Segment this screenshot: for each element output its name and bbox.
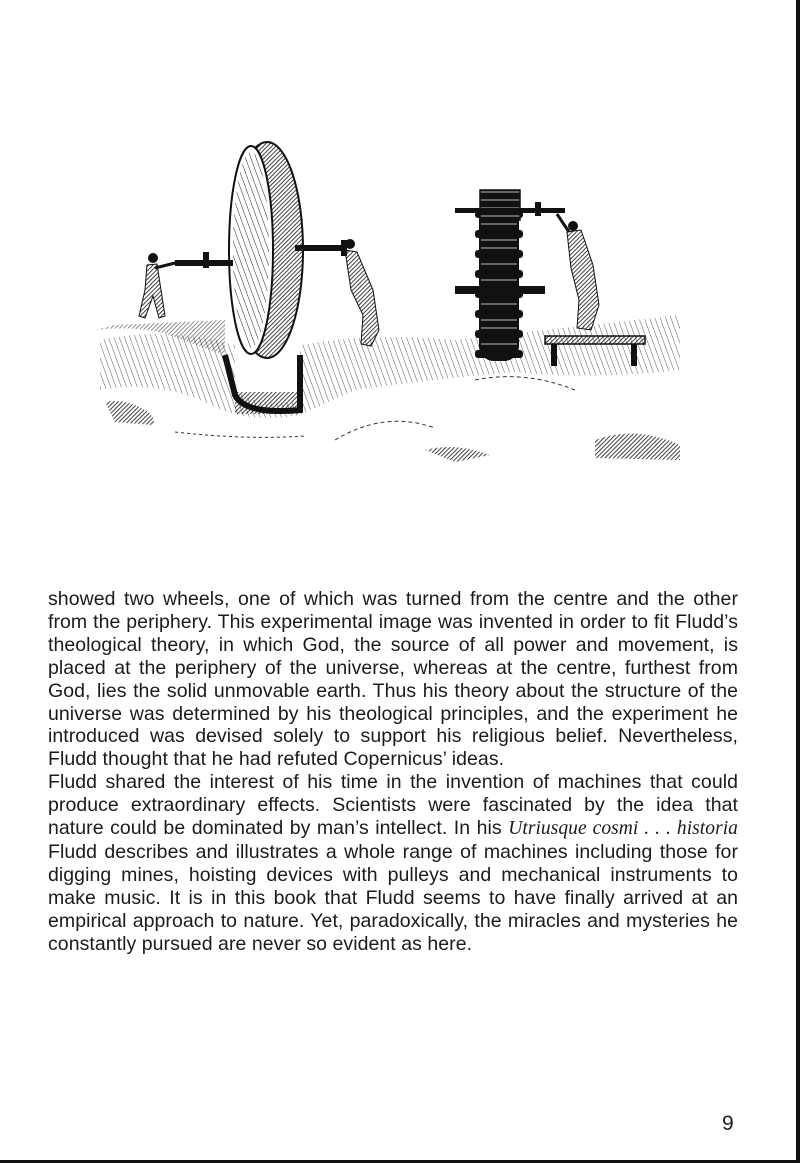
paragraph-2 [48,771,738,955]
body-text [48,588,738,956]
page-right-border [796,0,800,1163]
engraving-figure [95,140,685,490]
paragraph-1: showed two wheels, one of which was turned from the centre and the other from the periphery. This experimental image was invented in order to fit Fludd’s theological theory, in which God, the source of all power and movement, is placed at the periphery of the universe, whereas at the centre, furthest from God, lies the solid unmovable earth. Thus his theory about the structure of the universe was determined by his theological principles, and the experiment he introduced was devised solely to support his religious belief. Nevertheless, Fludd thought that he had refuted Copernicus’ ideas. [48,588,738,771]
paragraph-2-end: Fludd describes and illustrates a whole range of machines including those for digging mines, hoisting devices with pulleys and mechanical instruments to make music. It is in this book that Fludd seems to have finally arrived at an empirical approach to nature. Yet, paradoxically, the miracles and mysteries he constantly pursued are never so evident as here. [48,840,738,955]
engraving-two-wheels-icon [95,140,685,490]
book-title: Utriusque cosmi . . . historia [508,818,738,840]
paragraph-2-start: Fludd shared the interest of his time in the invention of machines that could produce extraordinary effects. Scientists were fascinated by the idea that nature could be dominated by man’s intellect. In his [48,771,738,840]
page-number: 9 [722,1112,734,1135]
